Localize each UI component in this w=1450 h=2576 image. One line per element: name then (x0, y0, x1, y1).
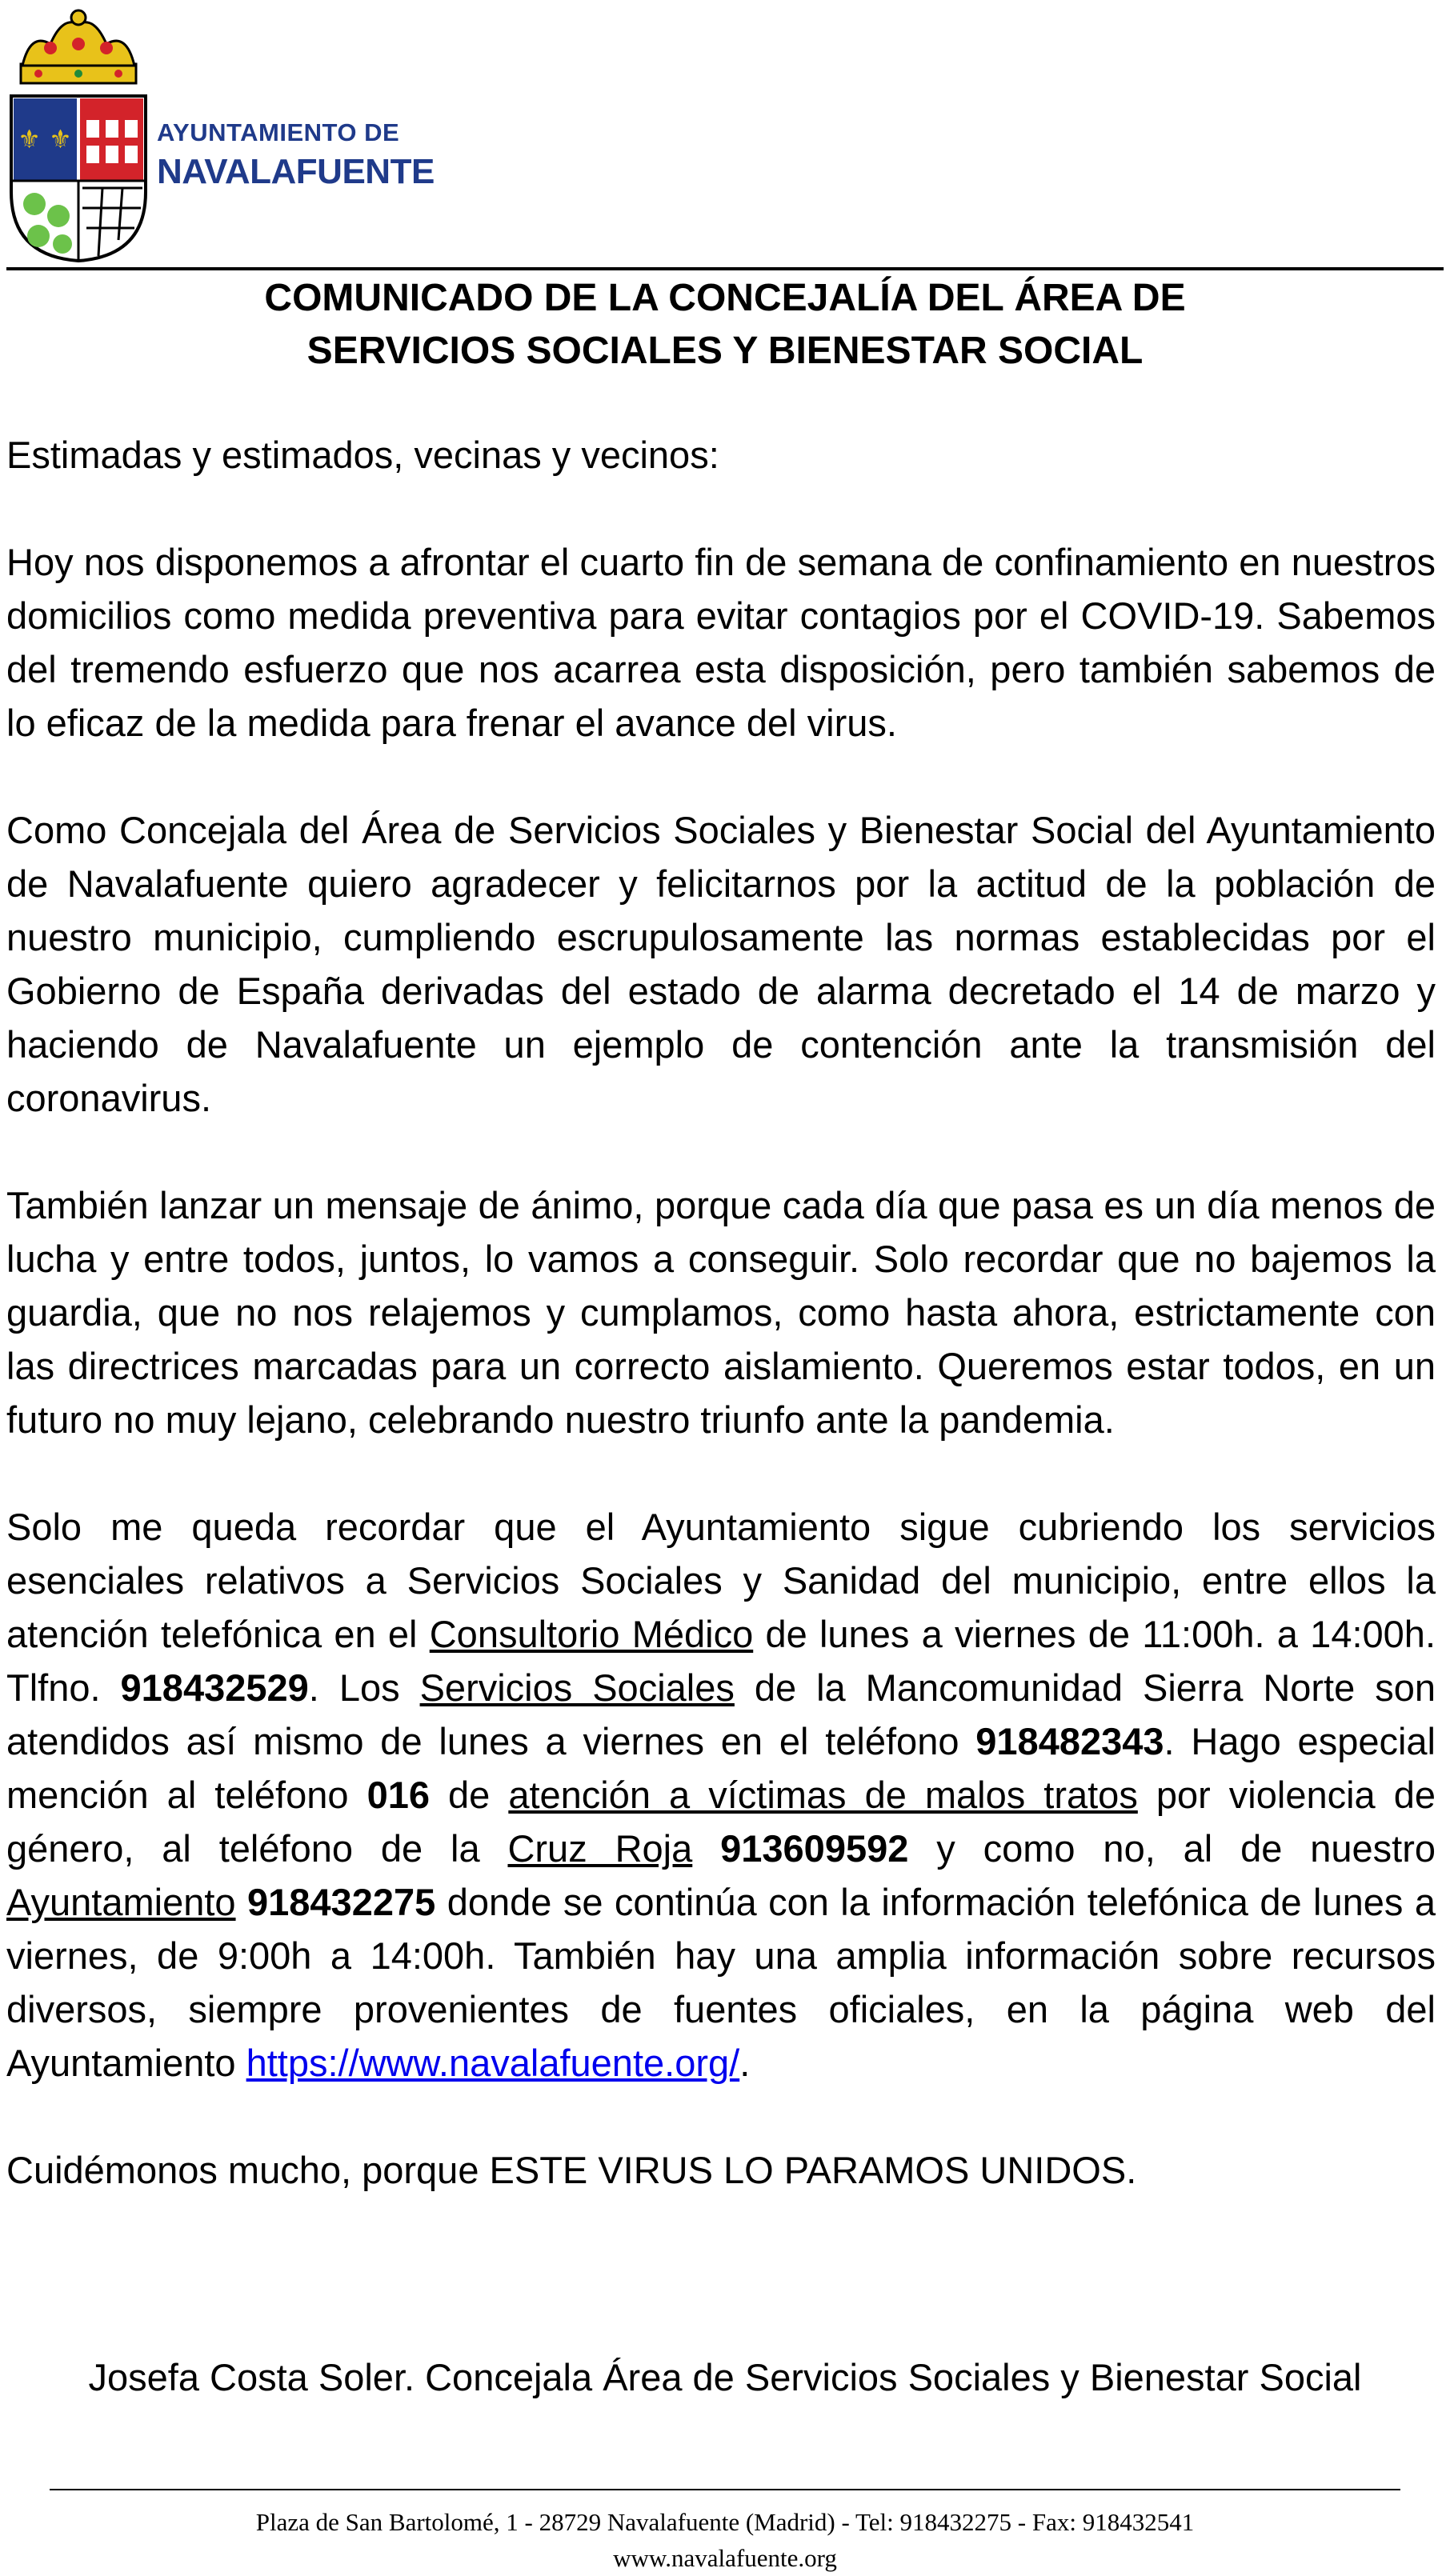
text-run (236, 1881, 247, 1923)
text-run: Solo me queda recordar que el Ayuntamiento sigue cubriendo los servicios esenciales relativos a Servicios Sociales y Sanidad del municipio, entre ellos la atención telefónica en el (6, 1506, 1436, 1655)
document-body (6, 428, 1436, 2250)
text-run: de (429, 1774, 509, 1816)
paragraph-1: Hoy nos disponemos a afrontar el cuarto fin de semana de confinamiento en nuestros domicilios como medida preventiva para evitar contagios por el COVID-19. Sabemos del tremendo esfuerzo que nos acarrea esta disposición, pero también sabemos de lo eficaz de la medida para frenar el avance del virus. (6, 541, 1436, 744)
paragraph-4 (6, 1500, 1436, 2090)
logo-line1: AYUNTAMIENTO DE (157, 118, 400, 146)
footer-web: www.navalafuente.org (613, 2544, 837, 2572)
footer-divider (50, 2489, 1400, 2490)
phone-servicios-sociales: 918482343 (975, 1720, 1164, 1762)
text-run: . (739, 2042, 751, 2084)
text-run: . Los (308, 1666, 420, 1709)
title-line2: SERVICIOS SOCIALES Y BIENESTAR SOCIAL (306, 330, 1144, 372)
phone-016: 016 (367, 1774, 430, 1816)
header-divider (6, 267, 1444, 270)
paragraph-3: También lanzar un mensaje de ánimo, porque cada día que pasa es un día menos de lucha y entre todos, juntos, lo vamos a conseguir. Solo recordar que no bajemos la guardia, que no nos relajemos y cumplamos, como hasta ahora, estrictamente con las directrices marcadas para un correcto aislamiento. Queremos estar todos, en un futuro no muy lejano, celebrando nuestro triunfo ante la pandemia. (6, 1184, 1436, 1441)
website-link[interactable]: https://www.navalafuente.org/ (246, 2042, 740, 2084)
footer (0, 2504, 1450, 2576)
text-run (692, 1827, 720, 1870)
svg-text:⚜ ⚜: ⚜ ⚜ (18, 124, 72, 154)
text-run: por violencia de género, al teléfono de la (6, 1774, 1436, 1870)
phone-consultorio: 918432529 (120, 1666, 309, 1709)
footer-address: Plaza de San Bartolomé, 1 - 28729 Navalafuente (Madrid) - Tel: 918432275 - Fax: 918432541 (255, 2508, 1195, 2536)
text-run: . Hago especial mención al teléfono (6, 1720, 1436, 1816)
paragraph-2: Como Concejala del Área de Servicios Sociales y Bienestar Social del Ayuntamiento de Navalafuente quiero agradecer y felicitarnos por la actitud de la población de nuestro municipio, cumpliendo escrupulosamente las normas establecidas por el Gobierno de España derivadas del estado de alarma decretado el 14 de marzo y haciendo de Navalafuente un ejemplo de contención ante la transmisión del coronavirus. (6, 809, 1436, 1119)
logo-wordmark (157, 120, 435, 190)
text-run: donde se continúa con la información telefónica de lunes a viernes, de 9:00h a 14:00h. También hay una amplia información sobre recursos diversos, siempre provenientes de fuentes oficiales, en la página web del Ayuntamiento (6, 1881, 1436, 2084)
title-line1: COMUNICADO DE LA CONCEJALÍA DEL ÁREA DE (264, 277, 1186, 319)
phone-cruz-roja: 913609592 (720, 1827, 909, 1870)
cruz-roja-text: Cruz Roja (507, 1827, 693, 1870)
greeting: Estimadas y estimados, vecinas y vecinos: (6, 434, 719, 476)
text-run: de la Mancomunidad Sierra Norte son atendidos así mismo de lunes a viernes en el teléfono (6, 1666, 1436, 1762)
ayuntamiento-text: Ayuntamiento (6, 1881, 236, 1923)
consultorio-medico-text: Consultorio Médico (429, 1613, 754, 1655)
municipal-logo (6, 0, 435, 264)
text-run: y como no, al de nuestro (908, 1827, 1436, 1870)
logo-line2: NAVALAFUENTE (157, 152, 435, 191)
victimas-text: atención a víctimas de malos tratos (508, 1774, 1138, 1816)
text-run: de lunes a viernes de 11:00h. a 14:00h. Tlfno. (6, 1613, 1436, 1709)
phone-ayuntamiento: 918432275 (247, 1881, 436, 1923)
document-title (0, 272, 1450, 378)
paragraph-5: Cuidémonos mucho, porque ESTE VIRUS LO PARAMOS UNIDOS. (6, 2149, 1137, 2191)
coat-of-arms-icon (6, 0, 150, 264)
signature: Josefa Costa Soler. Concejala Área de Servicios Sociales y Bienestar Social (88, 2356, 1362, 2398)
servicios-sociales-text: Servicios Sociales (419, 1666, 735, 1709)
